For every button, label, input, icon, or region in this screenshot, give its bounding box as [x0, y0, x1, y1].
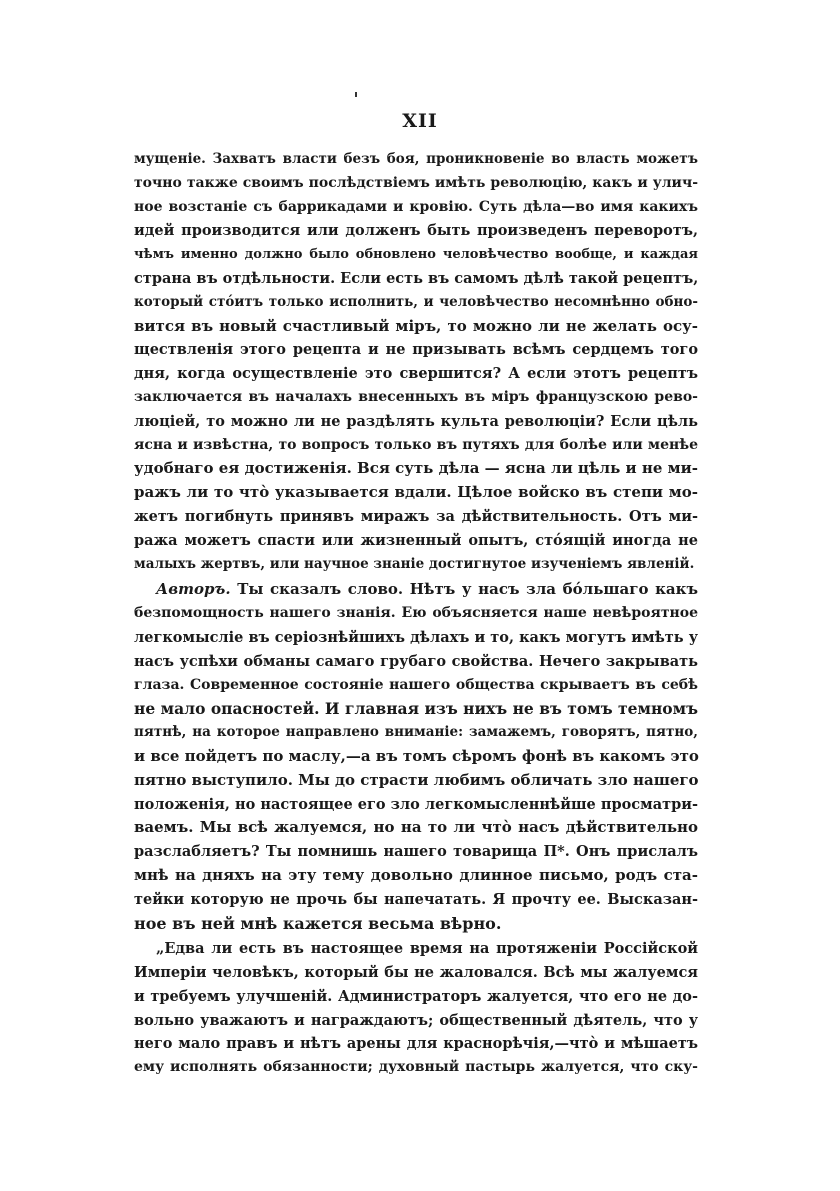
- text-line: идей производится или долженъ быть произведенъ переворотъ,: [134, 222, 698, 240]
- page-number: XII: [402, 110, 438, 132]
- text-line: насъ успѣхи обманы самаго грубаго свойства. Нечего закрывать: [134, 652, 698, 670]
- text-line: ное въ ней мнѣ кажется весьма вѣрно.: [134, 913, 502, 933]
- text-line: страна въ отдѣльности. Если есть въ самомъ дѣлѣ такой рецептъ,: [134, 269, 699, 287]
- text-line: вольно уважаютъ и награждаютъ; общественный дѣятель, что у: [134, 1011, 698, 1029]
- paragraph-3: [134, 937, 698, 1080]
- paragraph-2: [134, 578, 698, 935]
- text-line: ражъ ли то чтò указывается вдали. Цѣлое войско въ степи мо-: [134, 483, 698, 502]
- text-line: ное возстаніе съ баррикадами и кровію. Суть дѣла—во имя какихъ: [134, 198, 698, 215]
- paragraph-1: [134, 148, 698, 576]
- text-line: пятно выступило. Мы до страсти любимъ обличать зло нашего: [134, 770, 699, 789]
- text-line: и все пойдетъ по маслу,—а въ томъ сѣромъ фонѣ въ какомъ это: [134, 746, 699, 765]
- text-line: ража можетъ спасти или жизненный опытъ, стóящій иногда не: [134, 531, 698, 549]
- text-line: жетъ погибнуть принявъ миражъ за дѣйствительность. Отъ ми-: [134, 507, 698, 525]
- text-line: него мало правъ и нѣтъ арены для краснорѣчія,—чтò и мѣшаетъ: [134, 1035, 698, 1053]
- text-line: пятнѣ, на которое направлено вниманіе: замажемъ, говорятъ, пятно,: [134, 724, 698, 741]
- body-text: [134, 148, 698, 1080]
- text-line: чѣмъ именно должно было обновлено человѣчество вообще, и каждая: [134, 247, 698, 263]
- text-line: „Едва ли есть въ настоящее время на протяженіи Россійской: [156, 940, 698, 958]
- text-line: мнѣ на дняхъ на эту тему довольно длинное письмо, родъ ста-: [134, 865, 698, 884]
- text-line: безпомощность нашего знанія. Ею объясняется наше невѣроятное: [134, 605, 698, 622]
- text-line: мущеніе. Захватъ власти безъ боя, проникновеніе во власть можетъ: [134, 151, 698, 167]
- text-line: ществленія этого рецепта и не призывать всѣмъ сердцемъ того: [134, 341, 698, 359]
- text-line: ваемъ. Мы всѣ жалуемся, но на то ли чтò насъ дѣйствительно: [134, 818, 698, 837]
- text-line: который стóитъ только исполнить, и человѣчество несомнѣнно обно-: [134, 293, 698, 310]
- text-line: и требуемъ улучшеній. Администраторъ жалуется, что его не до-: [134, 987, 698, 1005]
- text-line: легкомысліе въ серіознѣйшихъ дѣлахъ и то, какъ могутъ имѣть у: [134, 628, 698, 646]
- text-line: заключается въ началахъ внесенныхъ въ міръ французскою рево-: [134, 388, 698, 405]
- text-line: разслабляетъ? Ты помнишь нашего товарища П*. Онъ прислалъ: [134, 843, 698, 861]
- text-line: Имперіи человѣкъ, который бы не жаловался. Всѣ мы жалуемся: [134, 964, 698, 982]
- text-line: люціей, то можно ли не раздѣлять культа революціи? Если цѣль: [134, 412, 698, 430]
- text-line: [134, 578, 698, 602]
- speaker-name: Авторъ.: [156, 580, 231, 599]
- text-line: глаза. Современное состояніе нашего общества скрываетъ въ себѣ: [134, 676, 698, 693]
- print-speck: [355, 92, 357, 97]
- text-line: дня, когда осуществленіе это свершится? А если этотъ рецептъ: [134, 365, 698, 383]
- text-line: не мало опасностей. И главная изъ нихъ не въ томъ темномъ: [134, 699, 698, 719]
- text-line: вится въ новый счастливый міръ, то можно ли не желать осу-: [134, 316, 698, 335]
- text-line: малыхъ жертвъ, или научное знаніе достигнутое изученіемъ явленій.: [134, 555, 695, 572]
- text-line: положенія, но настоящее его зло легкомысленнѣйше просматри-: [134, 795, 698, 813]
- text-line: тейки которую не прочь бы напечатать. Я прочту ее. Высказан-: [134, 890, 698, 908]
- text-line: ему исполнять обязанности; духовный пастырь жалуется, что ску-: [134, 1059, 698, 1076]
- text-run: Ты сказалъ слово. Нѣтъ у насъ зла бóльшаго какъ: [230, 580, 698, 599]
- text-line: удобнаго ея достиженія. Вся суть дѣла — ясна ли цѣль и не ми-: [134, 459, 698, 478]
- text-line: ясна и извѣстна, то вопросъ только въ путяхъ для болѣе или менѣе: [134, 436, 698, 453]
- text-line: точно также своимъ послѣдствіемъ имѣть революцію, какъ и улич-: [134, 174, 698, 191]
